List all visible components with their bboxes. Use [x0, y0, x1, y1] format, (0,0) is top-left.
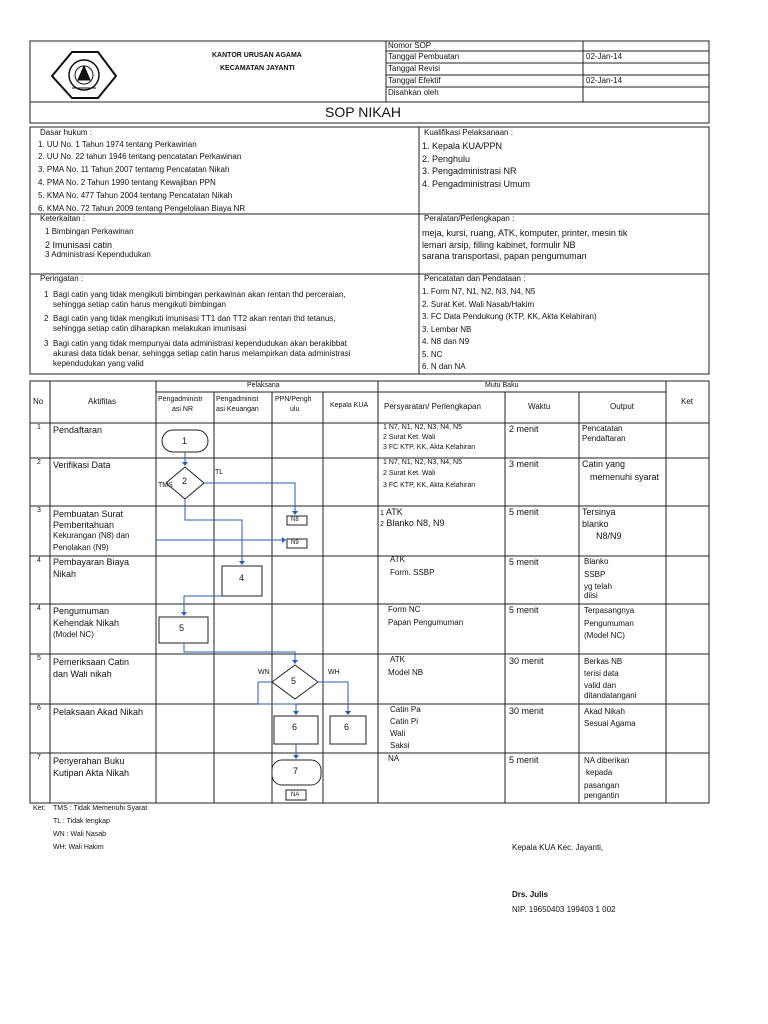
list-text: FC KTP, KK, Akta Kelahiran	[388, 444, 476, 451]
kualifikasi-label: Kualifikasi Pelaksanaan :	[424, 128, 513, 137]
meta-label-revisi: Tanggal Revisi	[388, 64, 441, 73]
row-waktu: 5 menit	[509, 557, 539, 567]
pencatatan-item: 6. N dan NA	[422, 362, 466, 371]
flow-label-tl: TL	[215, 469, 224, 476]
row-aktifitas: Kekurangan (N8) dan	[53, 531, 130, 540]
col-keu-line2: asi Keuangan	[216, 406, 259, 413]
row-req	[383, 424, 462, 432]
col-ket: Ket	[681, 397, 694, 406]
list-num: 6.	[38, 204, 45, 213]
peringatan-line: Bagi catin yang tidak mempunyai data administrasi kependudukan akan berakibbat	[53, 339, 347, 348]
col-keu-line1: Pengadminist	[216, 396, 259, 403]
peringatan-line: Bagi catin yang tidak mengikuti imunisasi TT1 dan TT2 akan rentan thd tetanus,	[53, 314, 336, 323]
row-output: yg telah	[584, 582, 613, 591]
row-output: diisi	[584, 591, 598, 600]
peringatan-num: 2	[44, 314, 49, 323]
row-aktifitas: Pembayaran Biaya	[53, 557, 130, 567]
row-output: valid dan	[584, 681, 617, 690]
list-num: 2.	[38, 152, 45, 161]
row-no: 7	[37, 754, 41, 761]
row-output: Pengumuman	[584, 619, 634, 628]
signature-name: Drs. Julis	[512, 890, 549, 899]
kualifikasi-item: 4. Pengadministrasi Umum	[422, 179, 531, 189]
col-persyaratan: Persyaratan/ Perlengkapan	[384, 402, 481, 411]
col-ppn-line1: PPN/Pengh	[275, 396, 312, 403]
list-num: 1	[380, 510, 384, 517]
row-no: 6	[37, 705, 41, 712]
list-num: 3.	[38, 165, 45, 174]
flow-step-4-label: 4	[239, 573, 245, 583]
row-no: 4	[37, 557, 41, 564]
list-num: 1	[45, 227, 50, 236]
row-output: Akad Nikah	[584, 707, 625, 716]
meta-value-efektif: 02-Jan-14	[586, 76, 623, 85]
row-output: Sesuai Agama	[584, 719, 636, 728]
row-req: ATK	[390, 655, 405, 664]
peringatan-line: Bagi catin yang tidak mengikuti bimbingan perkawinan akan rentan thd perceraian,	[53, 290, 346, 299]
peringatan-line: sehingga setiap catin diharapkan melakukan imunisasi	[53, 324, 247, 333]
flow-step-7-label: 7	[293, 766, 299, 776]
header-box	[30, 41, 709, 102]
row-output: Blanko	[584, 557, 609, 566]
list-num: 2	[45, 240, 51, 250]
row-req: Model NB	[388, 668, 424, 677]
keterangan-label: Ket:	[33, 805, 46, 812]
row-waktu: 5 menit	[509, 507, 539, 517]
meta-label-disahkan: Disahkan oleh	[388, 88, 439, 97]
row-no: 3	[37, 507, 41, 514]
list-text: FC KTP, KK, Akta Kelahiran	[388, 482, 476, 489]
row-output: N8/N9	[596, 531, 622, 541]
list-text: KMA No. 72 Tahun 2009 tentang Pengelolaan Biaya NR	[46, 204, 246, 213]
col-output: Output	[610, 402, 635, 411]
row-no: 4	[37, 605, 41, 612]
list-num: 3	[383, 444, 387, 451]
row-req: ATK	[390, 555, 405, 564]
list-text: Imunisasi catin	[52, 240, 113, 250]
list-text: PMA No. 11 Tahun 2007 tentamg Pencatatan Nikah	[46, 165, 230, 174]
meta-label-pembuatan: Tanggal Pembuatan	[388, 52, 460, 61]
flow-doc-n9-label: N9	[291, 540, 299, 546]
row-req	[383, 444, 475, 452]
page-title: SOP NIKAH	[325, 104, 401, 120]
col-kua: Kepala KUA	[330, 402, 369, 409]
row-output: pengantin	[584, 791, 620, 800]
signature-title: Kepala KUA Kec. Jayanti,	[512, 843, 604, 852]
row-aktifitas: Penyerahan Buku	[53, 756, 125, 766]
row-waktu: 5 menit	[509, 755, 539, 765]
row-req: Wali	[390, 729, 406, 738]
row-aktifitas: Kutipan Akta Nikah	[53, 768, 130, 778]
office-name: KANTOR URUSAN AGAMA	[212, 52, 302, 59]
peralatan-line: sarana transportasi, papan pengumuman	[422, 251, 587, 261]
pencatatan-label: Pencatatan dan Pendataan :	[424, 274, 526, 283]
list-num: 3	[45, 250, 50, 259]
col-nr-line2: asi NR	[172, 406, 194, 413]
row-req	[383, 470, 435, 478]
keterangan-item: TL : Tidak lengkap	[53, 818, 110, 825]
meta-value-pembuatan: 02-Jan-14	[586, 52, 623, 61]
keterangan-item: WH: Wali Hakim	[53, 844, 104, 851]
flow-step-5-label: 5	[179, 623, 185, 633]
row-aktifitas: Pendaftaran	[53, 425, 103, 435]
keterangan-item: WN : Wali Nasab	[53, 831, 107, 838]
col-waktu: Waktu	[528, 402, 551, 411]
peringatan-line: akurasi data tidak benar, sehingga setiap catin harus melampirkan data administrasi	[53, 349, 351, 358]
kualifikasi-item: 1. Kepala KUA/PPN	[422, 141, 503, 151]
pencatatan-item: 3. FC Data Pendukung (KTP, KK, Akta Kelahiran)	[422, 312, 597, 321]
row-req: NA	[388, 754, 400, 763]
list-text: KMA No. 477 Tahun 2004 tentang Pencatatan Nikah	[46, 191, 233, 200]
signature-nip: NIP. 19650403 199403 1 002	[512, 905, 616, 914]
peringatan-line: kependudukan yang valid	[53, 359, 144, 368]
list-text: Bimbingan Perkawinan	[51, 227, 134, 236]
row-output: Berkas NB	[584, 657, 623, 666]
row-output: NA diberikan	[584, 756, 630, 765]
row-req: Form NC	[388, 605, 421, 614]
row-output: Pencatatan	[582, 424, 623, 433]
col-ppn-line2: ulu	[290, 406, 300, 413]
list-text: N7, N1, N2, N3, N4, N5	[388, 424, 462, 431]
row-waktu: 5 menit	[509, 605, 539, 615]
col-mutu-baku: Mutu Baku	[485, 382, 519, 389]
row-waktu: 30 menit	[509, 656, 544, 666]
pencatatan-item: 5. NC	[422, 350, 443, 359]
row-aktifitas: Pemeriksaan Catin	[53, 657, 130, 667]
row-req: Catin Pa	[390, 705, 421, 714]
office-district: KECAMATAN JAYANTI	[220, 65, 295, 72]
list-num: 3	[383, 482, 387, 489]
list-num: 2	[380, 521, 384, 528]
row-output: pasangan	[584, 781, 620, 790]
row-req	[380, 518, 444, 529]
row-output: (Model NC)	[584, 631, 625, 640]
list-num: 4.	[38, 178, 45, 187]
row-req	[383, 459, 462, 467]
row-output: Tersinya	[582, 507, 616, 517]
row-req: Catin Pi	[390, 717, 419, 726]
row-waktu: 2 menit	[509, 424, 539, 434]
list-text: PMA No. 2 Tahun 1990 tentang Kewajiban PPN	[46, 178, 216, 187]
flow-step-2-label: 2	[182, 476, 188, 486]
list-text: N7, N1, N2, N3, N4, N5	[388, 459, 462, 466]
row-aktifitas: Pelaksaan Akad Nikah	[53, 707, 144, 717]
row-no: 5	[37, 655, 41, 662]
pencatatan-item: 1. Form N7, N1, N2, N3, N4, N5	[422, 287, 536, 296]
row-aktifitas: Pembuatan Surat	[53, 509, 124, 519]
keterkaitan-item	[45, 240, 112, 250]
row-req: Papan Pengumuman	[388, 618, 464, 627]
keterangan-item: TMS : Tidak Memenuhi Syarat	[53, 805, 148, 812]
row-waktu: 30 menit	[509, 706, 544, 716]
row-aktifitas: Penolakan (N9)	[53, 543, 109, 552]
row-req: Saksi	[390, 741, 410, 750]
list-num: 1	[383, 424, 387, 431]
col-aktifitas: Aktifitas	[88, 397, 117, 406]
row-req	[383, 482, 475, 490]
main-table-box	[30, 381, 709, 803]
kualifikasi-item: 3. Pengadministrasi NR	[422, 166, 517, 176]
keterkaitan-item	[45, 250, 151, 259]
kualifikasi-item: 2. Penghulu	[422, 154, 471, 164]
flow-label-wh: WH	[328, 669, 340, 676]
list-num: 1	[383, 459, 387, 466]
list-text: UU No. 1 Tahun 1974 tentang Perkawinan	[46, 140, 197, 149]
row-no: 2	[37, 459, 41, 466]
row-req	[383, 434, 435, 442]
row-output: ditandatangani	[584, 691, 637, 700]
peringatan-line: sehingga setiap catin harus mengikuti bimbingan	[53, 300, 226, 309]
list-num: 5.	[38, 191, 45, 200]
col-pelaksana: Pelaksana	[247, 382, 280, 389]
row-aktifitas: dan Wali nikah	[53, 669, 112, 679]
flow-doc-n8-label: N8	[291, 517, 299, 523]
peralatan-line: meja, kursi, ruang, ATK, komputer, printer, mesin tik	[422, 228, 628, 238]
row-aktifitas: Verifikasi Data	[53, 460, 111, 470]
list-text: ATK	[385, 507, 403, 517]
row-output: SSBP	[584, 570, 606, 579]
row-output: blanko	[582, 519, 609, 529]
meta-label-nomor: Nomor SOP	[388, 41, 432, 50]
row-req: Form. SSBP	[390, 568, 435, 577]
flow-step-6-wh-label: 6	[344, 722, 350, 732]
col-no: No	[33, 397, 44, 406]
dasar-hukum-label: Dasar hukum :	[40, 128, 93, 137]
keterkaitan-label: Keterkaitan :	[40, 214, 85, 223]
keterkaitan-item	[45, 227, 134, 236]
flow-doc-na-label: NA	[291, 792, 300, 798]
pencatatan-item: 3. Lembar NB	[422, 325, 472, 334]
row-aktifitas: Kehendak Nikah	[53, 618, 120, 628]
kemenag-logo-icon	[52, 52, 116, 98]
row-aktifitas: Nikah	[53, 569, 77, 579]
row-output: Catin yang	[582, 459, 626, 469]
row-waktu: 3 menit	[509, 459, 539, 469]
list-num: 2	[383, 470, 387, 477]
pencatatan-item: 2. Surat Ket. Wali Nasab/Hakim	[422, 300, 535, 309]
row-req	[380, 507, 403, 518]
flow-arrowheads	[181, 462, 351, 759]
row-no: 1	[37, 424, 41, 431]
peringatan-num: 1	[44, 290, 49, 299]
list-text: Blanko N8, N9	[386, 518, 445, 528]
list-text: Administrasi Kependudukan	[51, 250, 151, 259]
row-output: kepada	[586, 768, 613, 777]
row-aktifitas: (Model NC)	[53, 630, 94, 639]
meta-label-efektif: Tanggal Efektif	[388, 76, 441, 85]
col-nr-line1: Pengadministr	[158, 396, 203, 403]
peralatan-line: lemari arsip, filling kabinet, formulir NB	[422, 240, 576, 250]
row-aktifitas: Pengumuman	[53, 606, 110, 616]
list-num: 1.	[38, 140, 45, 149]
list-text: Surat Ket. Wali	[388, 434, 436, 441]
peringatan-num: 3	[44, 339, 49, 348]
row-output: memenuhi syarat	[590, 472, 660, 482]
peringatan-label: Peringatan :	[40, 274, 84, 283]
list-text: Surat Ket. Wali	[388, 470, 436, 477]
row-output: Terpasangnya	[584, 606, 635, 615]
peralatan-label: Peralatan/Perlengkapan :	[424, 214, 515, 223]
list-text: UU No. 22 tahun 1946 tentang pencatatan Perkawinan	[46, 152, 242, 161]
row-output: terisi data	[584, 669, 619, 678]
flow-label-wn: WN	[258, 669, 270, 676]
row-output: Pendaftaran	[582, 434, 626, 443]
list-num: 2	[383, 434, 387, 441]
row-aktifitas: Pemberitahuan	[53, 520, 115, 530]
flow-label-tms: TMS	[158, 482, 173, 489]
flow-step-1-label: 1	[182, 436, 188, 446]
pencatatan-item: 4. N8 dan N9	[422, 337, 470, 346]
flow-step-5-decision-label: 5	[291, 676, 297, 686]
flow-step-6-wn-label: 6	[292, 722, 298, 732]
